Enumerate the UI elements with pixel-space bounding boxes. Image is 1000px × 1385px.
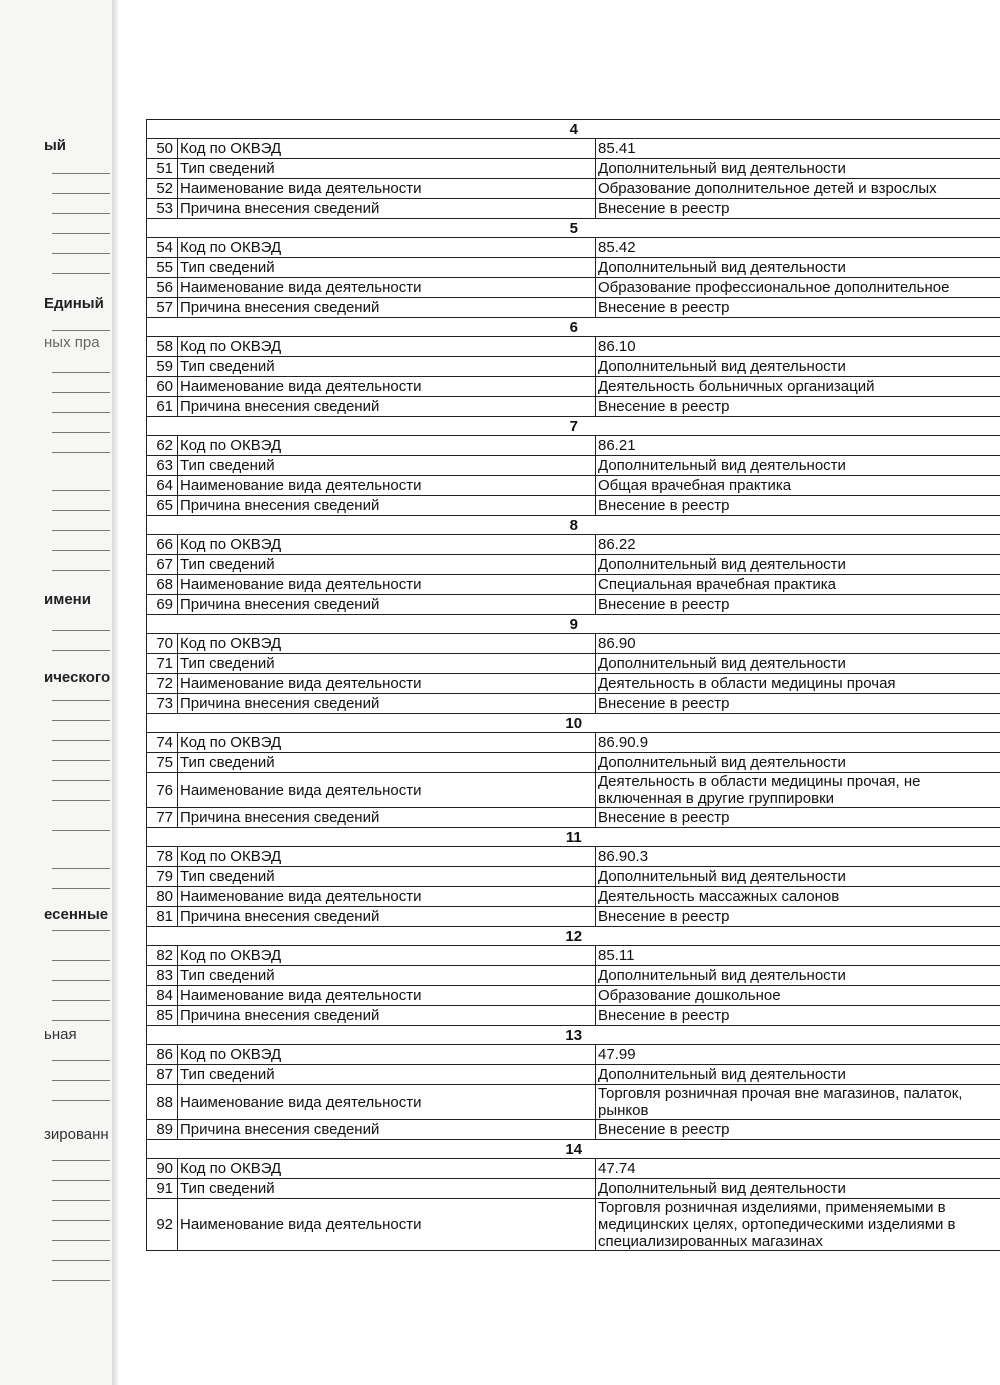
field-label: Тип сведений (178, 258, 596, 278)
form-rule-line (52, 1180, 110, 1181)
row-number: 72 (147, 674, 178, 694)
field-value: Торговля розничная изделиями, применяемыми в медицинских целях, ортопедическими изделиями в специализированных магазинах (596, 1199, 1000, 1251)
field-value: Специальная врачебная практика (596, 575, 1000, 595)
form-rule-line (52, 1240, 110, 1241)
adjacent-page-fragment: есенные (44, 906, 109, 923)
form-rule-line (52, 510, 110, 511)
row-number: 51 (147, 159, 178, 179)
table-row (147, 867, 1000, 887)
group-header-row (147, 615, 1000, 634)
row-number: 68 (147, 575, 178, 595)
field-value: Внесение в реестр (596, 907, 1000, 927)
field-label: Причина внесения сведений (178, 694, 596, 714)
field-value: Дополнительный вид деятельности (596, 654, 1000, 674)
form-rule-line (52, 432, 110, 433)
field-label: Тип сведений (178, 555, 596, 575)
table-row (147, 1120, 1000, 1140)
group-number: 11 (147, 828, 1000, 847)
field-value: Торговля розничная прочая вне магазинов, палаток, рынков (596, 1085, 1000, 1120)
field-label: Код по ОКВЭД (178, 238, 596, 258)
field-value: Дополнительный вид деятельности (596, 456, 1000, 476)
table-row (147, 397, 1000, 417)
form-rule-line (52, 253, 110, 254)
field-value: 47.99 (596, 1045, 1000, 1065)
group-header-row (147, 417, 1000, 436)
form-rule-line (52, 1160, 110, 1161)
field-value: 86.10 (596, 337, 1000, 357)
table-row (147, 907, 1000, 927)
field-value: 86.90.3 (596, 847, 1000, 867)
field-label: Наименование вида деятельности (178, 575, 596, 595)
form-rule-line (52, 930, 110, 931)
field-label: Код по ОКВЭД (178, 634, 596, 654)
field-label: Тип сведений (178, 1065, 596, 1085)
form-rule-line (52, 650, 110, 651)
field-value: 86.22 (596, 535, 1000, 555)
group-number: 12 (147, 927, 1000, 946)
field-label: Причина внесения сведений (178, 1120, 596, 1140)
table-row (147, 1065, 1000, 1085)
row-number: 63 (147, 456, 178, 476)
field-label: Тип сведений (178, 1179, 596, 1199)
table-row (147, 199, 1000, 219)
field-label: Код по ОКВЭД (178, 1159, 596, 1179)
row-number: 62 (147, 436, 178, 456)
group-number: 7 (147, 417, 1000, 436)
field-value: Дополнительный вид деятельности (596, 555, 1000, 575)
table-row (147, 575, 1000, 595)
field-label: Код по ОКВЭД (178, 847, 596, 867)
form-rule-line (52, 868, 110, 869)
field-value: Дополнительный вид деятельности (596, 966, 1000, 986)
form-rule-line (52, 213, 110, 214)
field-value: Деятельность в области медицины прочая, не включенная в другие группировки (596, 773, 1000, 808)
row-number: 54 (147, 238, 178, 258)
field-label: Тип сведений (178, 456, 596, 476)
field-label: Причина внесения сведений (178, 595, 596, 615)
table-row (147, 278, 1000, 298)
group-header-row (147, 927, 1000, 946)
row-number: 91 (147, 1179, 178, 1199)
field-value: Внесение в реестр (596, 199, 1000, 219)
field-label: Тип сведений (178, 867, 596, 887)
field-value: 86.90 (596, 634, 1000, 654)
table-row (147, 966, 1000, 986)
field-value: Внесение в реестр (596, 694, 1000, 714)
form-rule-line (52, 412, 110, 413)
row-number: 55 (147, 258, 178, 278)
row-number: 58 (147, 337, 178, 357)
row-number: 71 (147, 654, 178, 674)
row-number: 73 (147, 694, 178, 714)
field-label: Наименование вида деятельности (178, 179, 596, 199)
adjacent-page-fragment: зированн (44, 1126, 109, 1143)
field-value: Дополнительный вид деятельности (596, 1065, 1000, 1085)
row-number: 59 (147, 357, 178, 377)
field-label: Причина внесения сведений (178, 496, 596, 516)
field-value: 86.21 (596, 436, 1000, 456)
field-value: 85.42 (596, 238, 1000, 258)
row-number: 60 (147, 377, 178, 397)
adjacent-page-fragment: имени (44, 591, 91, 608)
row-number: 81 (147, 907, 178, 927)
group-number: 10 (147, 714, 1000, 733)
group-number: 8 (147, 516, 1000, 535)
form-rule-line (52, 530, 110, 531)
form-rule-line (52, 630, 110, 631)
group-number: 5 (147, 219, 1000, 238)
form-rule-line (52, 193, 110, 194)
row-number: 75 (147, 753, 178, 773)
field-value: 85.41 (596, 139, 1000, 159)
field-label: Тип сведений (178, 966, 596, 986)
group-number: 9 (147, 615, 1000, 634)
field-label: Код по ОКВЭД (178, 1045, 596, 1065)
form-rule-line (52, 452, 110, 453)
row-number: 66 (147, 535, 178, 555)
field-value: Внесение в реестр (596, 1120, 1000, 1140)
table-row (147, 1085, 1000, 1120)
field-value: Деятельность массажных салонов (596, 887, 1000, 907)
form-rule-line (52, 780, 110, 781)
field-label: Код по ОКВЭД (178, 436, 596, 456)
field-label: Наименование вида деятельности (178, 773, 596, 808)
row-number: 88 (147, 1085, 178, 1120)
row-number: 87 (147, 1065, 178, 1085)
row-number: 57 (147, 298, 178, 318)
field-label: Код по ОКВЭД (178, 535, 596, 555)
row-number: 76 (147, 773, 178, 808)
group-header-row (147, 714, 1000, 733)
okved-activity-table (146, 119, 1000, 1251)
row-number: 61 (147, 397, 178, 417)
field-label: Код по ОКВЭД (178, 946, 596, 966)
field-value: Дополнительный вид деятельности (596, 753, 1000, 773)
table-row (147, 1045, 1000, 1065)
table-row (147, 1199, 1000, 1251)
form-rule-line (52, 980, 110, 981)
form-rule-line (52, 233, 110, 234)
row-number: 53 (147, 199, 178, 219)
field-label: Наименование вида деятельности (178, 278, 596, 298)
field-label: Код по ОКВЭД (178, 337, 596, 357)
field-label: Код по ОКВЭД (178, 733, 596, 753)
adjacent-page-fragment: ных пра (44, 334, 100, 351)
table-row (147, 887, 1000, 907)
group-header-row (147, 318, 1000, 337)
field-label: Наименование вида деятельности (178, 674, 596, 694)
field-label: Тип сведений (178, 159, 596, 179)
field-label: Причина внесения сведений (178, 808, 596, 828)
field-label: Тип сведений (178, 753, 596, 773)
table-row (147, 1159, 1000, 1179)
adjacent-page-fragment: ического (44, 669, 111, 686)
field-value: Образование дошкольное (596, 986, 1000, 1006)
table-row (147, 238, 1000, 258)
row-number: 86 (147, 1045, 178, 1065)
row-number: 77 (147, 808, 178, 828)
row-number: 85 (147, 1006, 178, 1026)
field-label: Тип сведений (178, 357, 596, 377)
field-value: Дополнительный вид деятельности (596, 867, 1000, 887)
table-row (147, 595, 1000, 615)
row-number: 79 (147, 867, 178, 887)
table-row (147, 808, 1000, 828)
group-number: 13 (147, 1026, 1000, 1045)
row-number: 50 (147, 139, 178, 159)
field-value: Внесение в реестр (596, 397, 1000, 417)
field-label: Наименование вида деятельности (178, 1199, 596, 1251)
table-row (147, 258, 1000, 278)
field-value: Деятельность больничных организаций (596, 377, 1000, 397)
field-value: Внесение в реестр (596, 1006, 1000, 1026)
form-rule-line (52, 392, 110, 393)
form-rule-line (52, 1100, 110, 1101)
group-number: 6 (147, 318, 1000, 337)
field-value: Дополнительный вид деятельности (596, 357, 1000, 377)
field-value: Дополнительный вид деятельности (596, 258, 1000, 278)
field-label: Причина внесения сведений (178, 907, 596, 927)
table-row (147, 1179, 1000, 1199)
row-number: 82 (147, 946, 178, 966)
table-row (147, 357, 1000, 377)
table-row (147, 535, 1000, 555)
form-rule-line (52, 330, 110, 331)
row-number: 78 (147, 847, 178, 867)
table-row (147, 986, 1000, 1006)
field-value: Образование профессиональное дополнительное (596, 278, 1000, 298)
field-value: Дополнительный вид деятельности (596, 1179, 1000, 1199)
field-value: Образование дополнительное детей и взрослых (596, 179, 1000, 199)
form-rule-line (52, 490, 110, 491)
row-number: 67 (147, 555, 178, 575)
group-header-row (147, 1026, 1000, 1045)
field-value: Дополнительный вид деятельности (596, 159, 1000, 179)
table-row (147, 456, 1000, 476)
field-value: Внесение в реестр (596, 496, 1000, 516)
field-value: Внесение в реестр (596, 808, 1000, 828)
form-rule-line (52, 1200, 110, 1201)
page-fold-shadow (112, 0, 118, 1385)
form-rule-line (52, 273, 110, 274)
table-row (147, 733, 1000, 753)
row-number: 70 (147, 634, 178, 654)
form-rule-line (52, 888, 110, 889)
table-row (147, 179, 1000, 199)
row-number: 84 (147, 986, 178, 1006)
row-number: 56 (147, 278, 178, 298)
table-row (147, 674, 1000, 694)
row-number: 89 (147, 1120, 178, 1140)
field-value: 85.11 (596, 946, 1000, 966)
table-row (147, 337, 1000, 357)
table-row (147, 377, 1000, 397)
field-label: Причина внесения сведений (178, 397, 596, 417)
table-row (147, 436, 1000, 456)
row-number: 83 (147, 966, 178, 986)
adjacent-page-fragment: ый (44, 137, 67, 154)
field-value: Общая врачебная практика (596, 476, 1000, 496)
table-row (147, 1006, 1000, 1026)
table-row (147, 946, 1000, 966)
group-number: 4 (147, 120, 1000, 139)
field-label: Причина внесения сведений (178, 298, 596, 318)
group-header-row (147, 120, 1000, 139)
field-label: Наименование вида деятельности (178, 986, 596, 1006)
field-label: Причина внесения сведений (178, 1006, 596, 1026)
field-label: Код по ОКВЭД (178, 139, 596, 159)
form-rule-line (52, 1000, 110, 1001)
group-header-row (147, 219, 1000, 238)
form-rule-line (52, 1220, 110, 1221)
row-number: 52 (147, 179, 178, 199)
form-rule-line (52, 372, 110, 373)
form-rule-line (52, 173, 110, 174)
adjacent-page-fragment: ьная (44, 1026, 77, 1043)
form-rule-line (52, 740, 110, 741)
form-rule-line (52, 830, 110, 831)
row-number: 64 (147, 476, 178, 496)
group-number: 14 (147, 1140, 1000, 1159)
field-value: 86.90.9 (596, 733, 1000, 753)
form-rule-line (52, 550, 110, 551)
group-header-row (147, 1140, 1000, 1159)
form-rule-line (52, 960, 110, 961)
group-header-row (147, 516, 1000, 535)
table-row (147, 634, 1000, 654)
field-value: 47.74 (596, 1159, 1000, 1179)
field-value: Деятельность в области медицины прочая (596, 674, 1000, 694)
form-rule-line (52, 1060, 110, 1061)
row-number: 65 (147, 496, 178, 516)
row-number: 80 (147, 887, 178, 907)
form-rule-line (52, 1260, 110, 1261)
field-label: Наименование вида деятельности (178, 476, 596, 496)
adjacent-page-strip (0, 0, 112, 1385)
form-rule-line (52, 700, 110, 701)
row-number: 92 (147, 1199, 178, 1251)
form-rule-line (52, 760, 110, 761)
field-label: Наименование вида деятельности (178, 1085, 596, 1120)
table-row (147, 773, 1000, 808)
field-label: Тип сведений (178, 654, 596, 674)
adjacent-page-fragment: Единый (44, 295, 104, 312)
row-number: 90 (147, 1159, 178, 1179)
form-rule-line (52, 720, 110, 721)
form-rule-line (52, 800, 110, 801)
form-rule-line (52, 1020, 110, 1021)
group-header-row (147, 828, 1000, 847)
form-rule-line (52, 1280, 110, 1281)
table-row (147, 694, 1000, 714)
row-number: 69 (147, 595, 178, 615)
table-row (147, 555, 1000, 575)
table-row (147, 847, 1000, 867)
field-value: Внесение в реестр (596, 298, 1000, 318)
form-rule-line (52, 570, 110, 571)
table-row (147, 753, 1000, 773)
table-row (147, 139, 1000, 159)
form-rule-line (52, 1080, 110, 1081)
field-value: Внесение в реестр (596, 595, 1000, 615)
table-row (147, 496, 1000, 516)
table-row (147, 159, 1000, 179)
table-row (147, 654, 1000, 674)
table-row (147, 298, 1000, 318)
table-row (147, 476, 1000, 496)
field-label: Наименование вида деятельности (178, 887, 596, 907)
row-number: 74 (147, 733, 178, 753)
field-label: Наименование вида деятельности (178, 377, 596, 397)
field-label: Причина внесения сведений (178, 199, 596, 219)
